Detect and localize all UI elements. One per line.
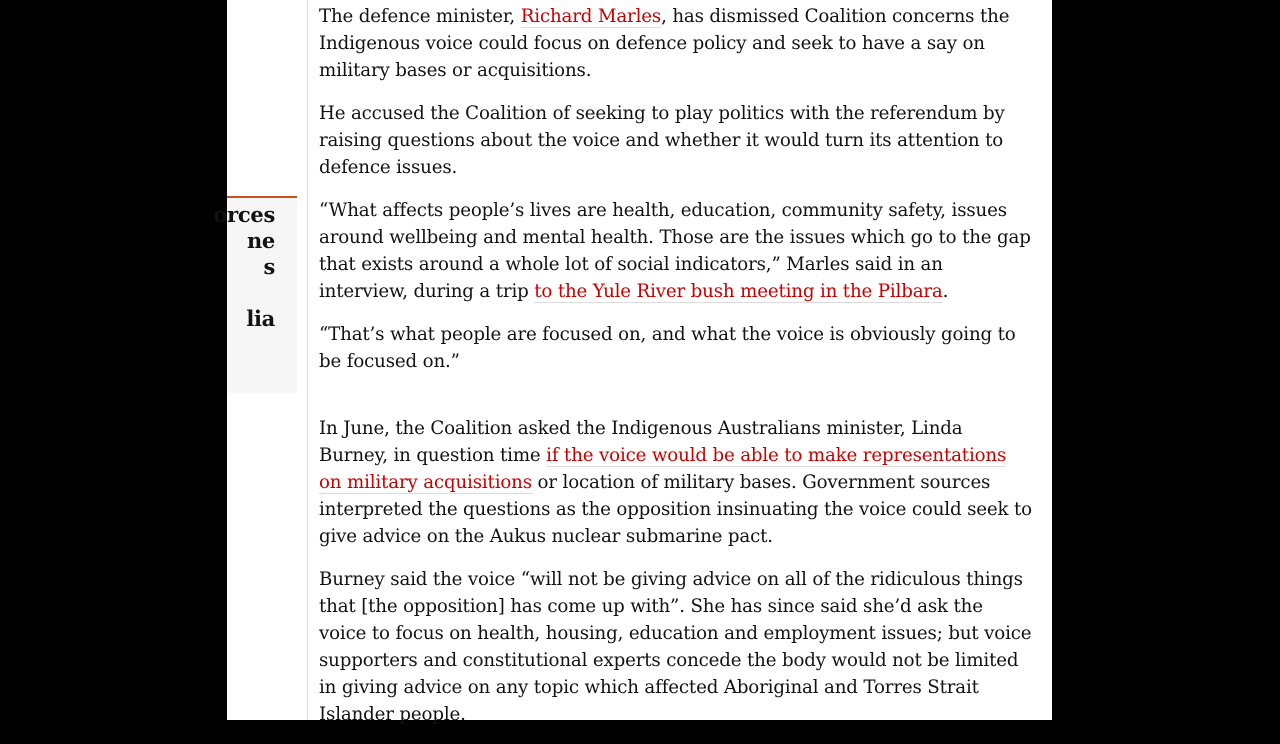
article-body: [319, 3, 1034, 744]
paragraph: [319, 566, 1034, 728]
related-headline-fragment[interactable]: ne: [246, 228, 275, 253]
yule-river-link[interactable]: to the Yule River bush meeting in the Pilbara: [534, 281, 943, 302]
paragraph: [319, 3, 1034, 84]
text-run: In June, the Coalition asked the Indigenous Australians minister, Linda Burney, in question time: [319, 418, 963, 466]
paragraph: [319, 415, 1034, 550]
accent-rule: [227, 196, 297, 198]
related-headline-fragment[interactable]: orces: [213, 202, 275, 227]
text-run: “That’s what people are focused on, and what the voice is obviously going to be focused on.”: [319, 324, 1016, 372]
text-run: , has dismissed Coalition concerns the Indigenous voice could focus on defence policy and seek to have a say on military bases or acquisitions.: [319, 6, 1010, 81]
column-divider: [307, 0, 308, 720]
text-run: or location of military bases. Government sources interpreted the questions as the opposition insinuating the voice could seek to give advice on the Aukus nuclear submarine pact.: [319, 472, 1032, 547]
text-run: “What affects people’s lives are health, education, community safety, issues around wellbeing and mental health. Those are the issues which go to the gap that exists around a whole lot of social indicators,” Marles said in an interview, during a trip: [319, 200, 1031, 302]
paragraph: [319, 321, 1034, 375]
text-run: .: [942, 281, 949, 302]
related-headline-fragment[interactable]: s: [263, 254, 275, 279]
article-page: [213, 0, 1052, 725]
paragraph: [319, 197, 1034, 305]
text-run: He accused the Coalition of seeking to play politics with the referendum by raising questions about the voice and whether it would turn its attention to defence issues.: [319, 103, 1005, 178]
richard-marles-link[interactable]: Richard Marles: [520, 6, 662, 27]
related-content-card[interactable]: [213, 196, 297, 393]
text-run: The defence minister,: [319, 6, 521, 27]
paragraph: [319, 100, 1034, 181]
text-run: Burney said the voice “will not be giving advice on all of the ridiculous things that [the opposition] has come up with”. She has since said she’d ask the voice to focus on health, housing, education and employment issues; but voice supporters and constitutional experts concede the body would not be limited in giving advice on any topic which affected Aboriginal and Torres Strait Islander people.: [319, 569, 1032, 725]
military-acquisitions-link[interactable]: if the voice would be able to make representations on military acquisitions: [319, 445, 1007, 493]
related-headline-fragment[interactable]: lia: [246, 306, 275, 331]
